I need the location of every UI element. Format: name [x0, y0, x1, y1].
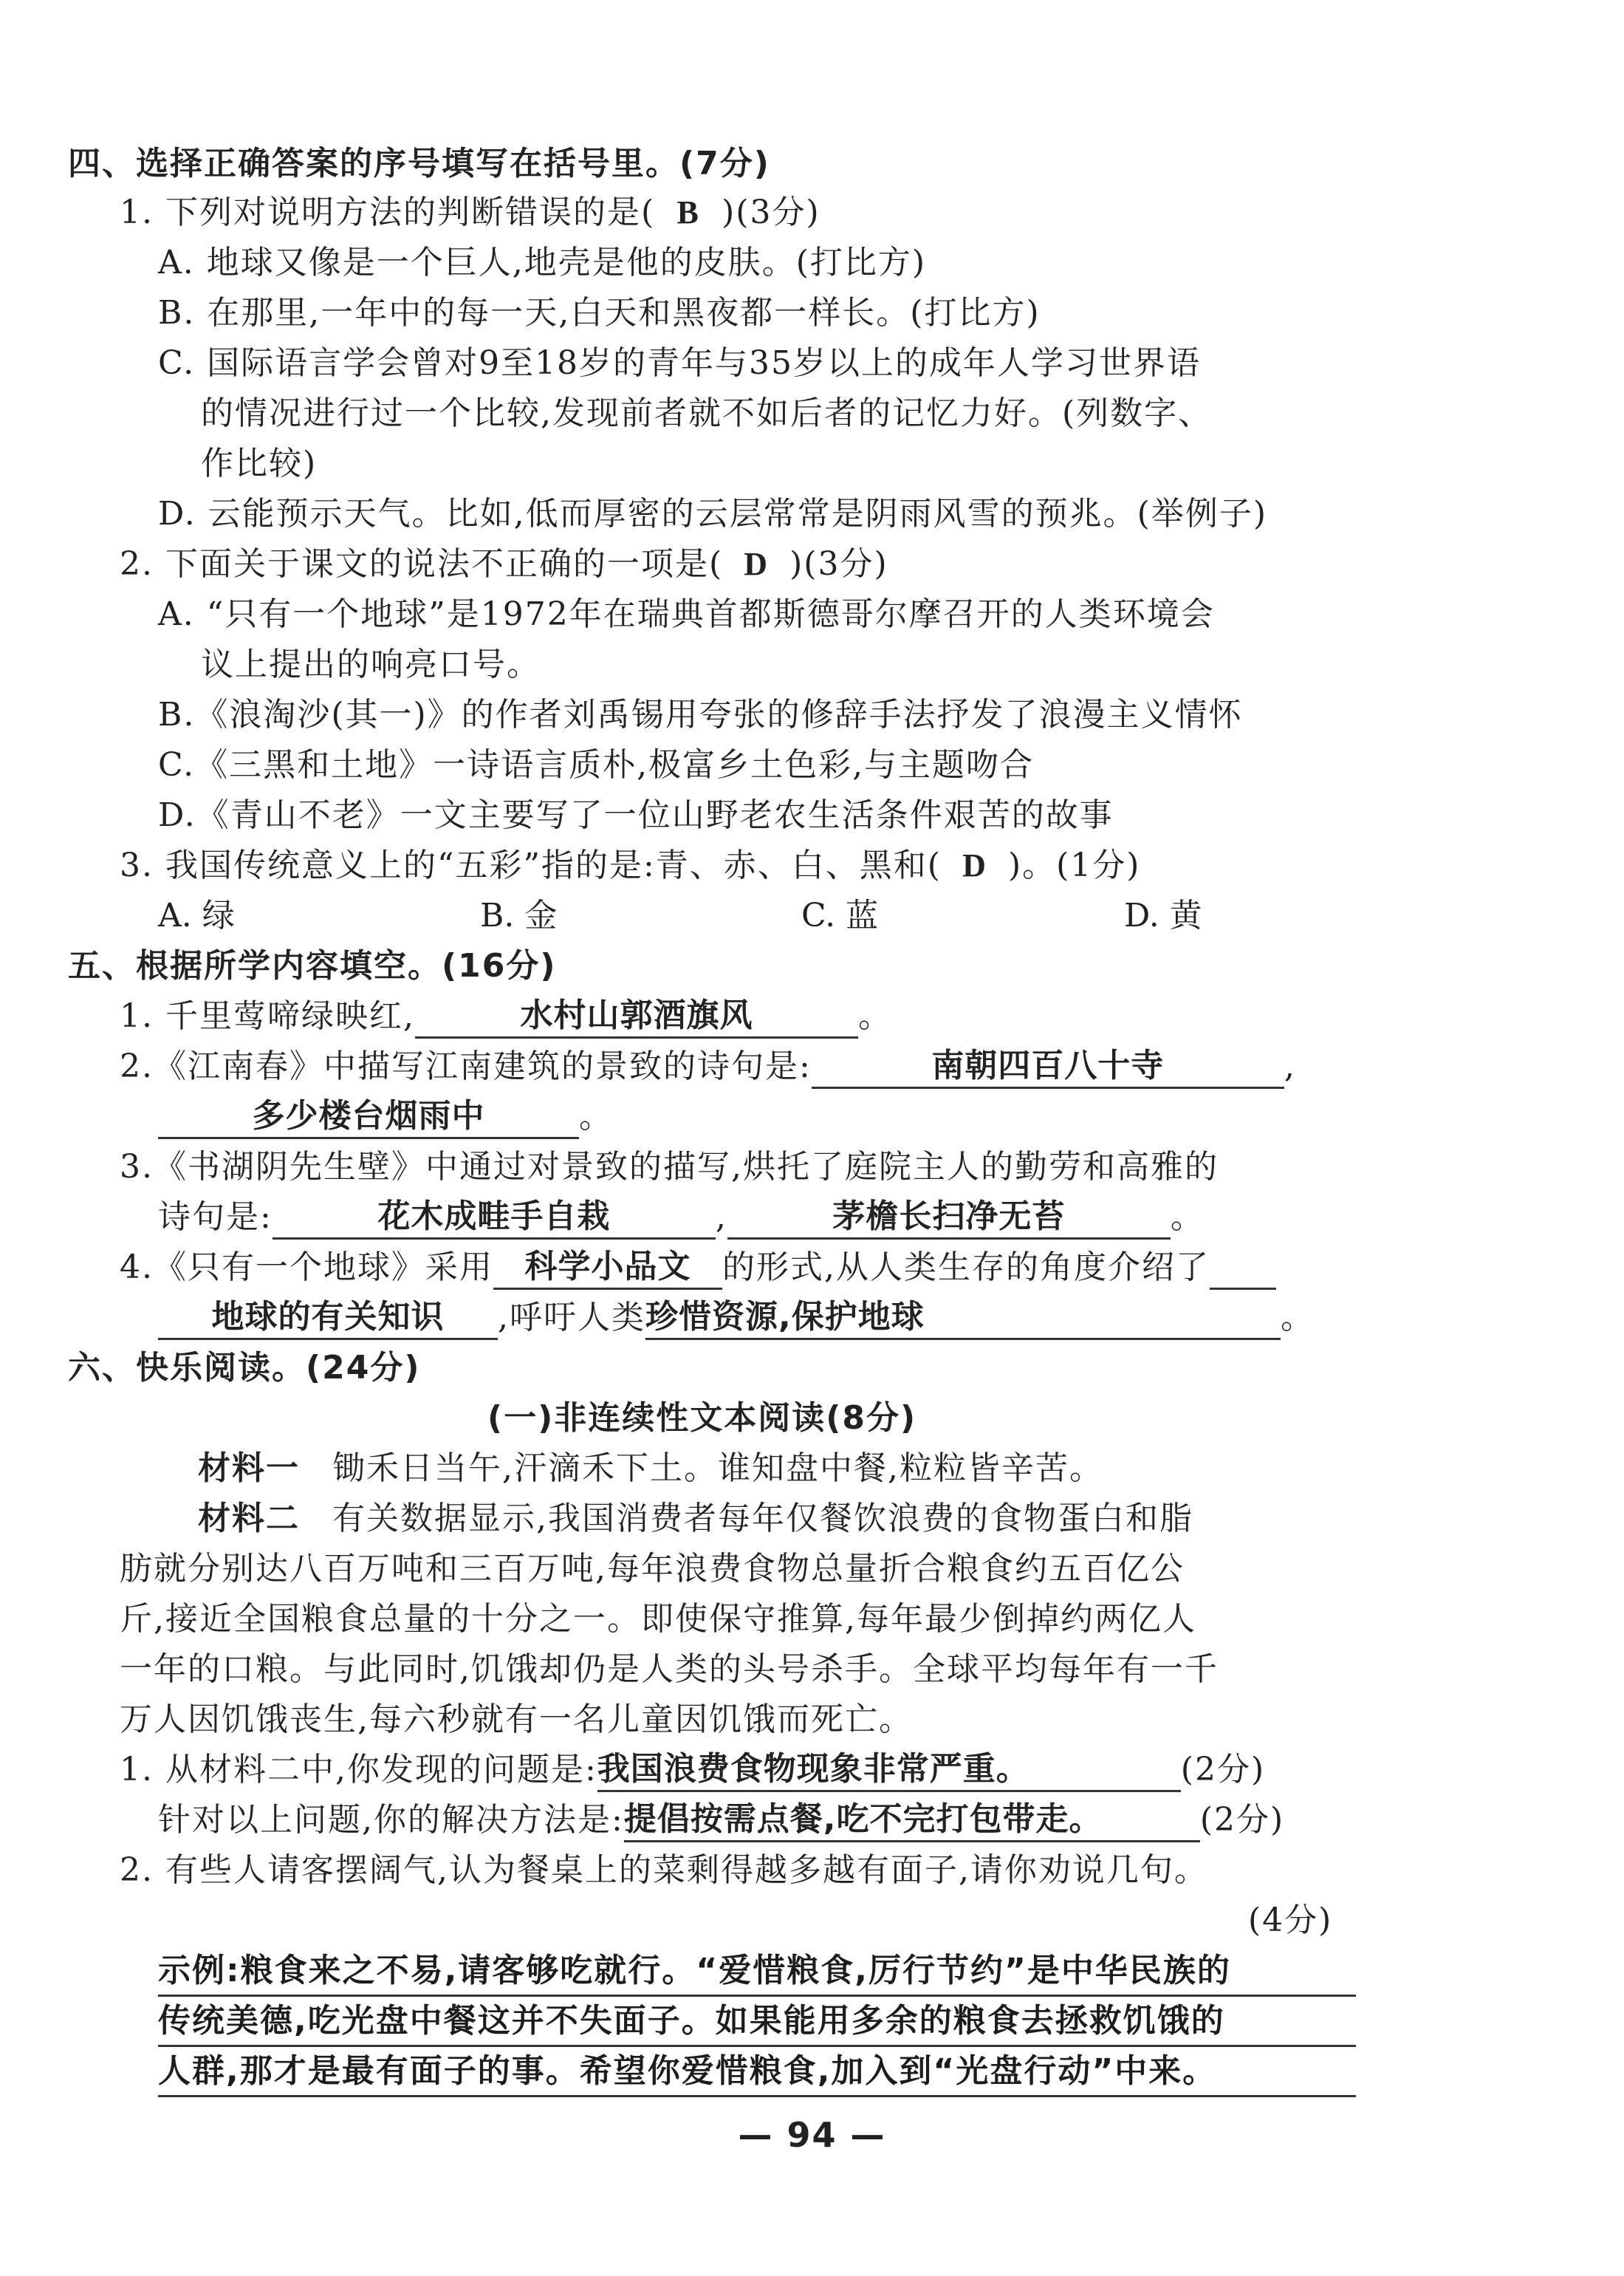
- s6-q1-pre: 1. 从材料二中,你发现的问题是:: [120, 1751, 597, 1788]
- s6-q2-stem: 2. 有些人请客摆阔气,认为餐桌上的菜剩得越多越有面子,请你劝说几句。: [120, 1851, 1208, 1889]
- s6-q1b-pre: 针对以上问题,你的解决方法是:: [158, 1801, 624, 1839]
- s5-q3-answer1: 花木成畦手自栽: [273, 1196, 716, 1240]
- q1-stem: [120, 191, 820, 235]
- s5-q3-post: 。: [1170, 1198, 1205, 1236]
- s6-q1: [120, 1748, 1265, 1792]
- s5-q3-answer2: 茅檐长扫净无苔: [727, 1196, 1171, 1240]
- s5-q4-pre: 4.《只有一个地球》采用: [120, 1248, 493, 1286]
- s5-q4-answer1: 科学小品文: [493, 1246, 722, 1290]
- q2-stem: [120, 542, 888, 587]
- s6-q2-answer-text3: 人群,那才是最有面子的事。希望你爱惜粮食,加入到“光盘行动”中来。: [158, 2049, 1356, 2097]
- q1-option-c-line3: 作比较): [201, 445, 318, 482]
- s5-q4-answer3: 珍惜资源,保护地球: [645, 1296, 1281, 1340]
- q2-stem-post: )(3分): [789, 545, 888, 583]
- s5-q4-line1: [120, 1245, 1276, 1290]
- s5-q3-mid: ,: [715, 1198, 727, 1236]
- s6-q1b-score: (2分): [1199, 1801, 1285, 1839]
- s6-q2-answer-line3: [158, 2049, 1356, 2097]
- s5-q2-post: 。: [579, 1098, 613, 1135]
- s6-q2-answer-text2: 传统美德,吃光盘中餐这并不失面子。如果能用多余的粮食去拯救饥饿的: [158, 1999, 1356, 2047]
- s5-q1: [120, 994, 892, 1039]
- s5-q3-line1: 3.《书湖阴先生壁》中通过对景致的描写,烘托了庭院主人的勤劳和高雅的: [120, 1148, 1219, 1186]
- q3-option-d: D. 黄: [1124, 897, 1202, 934]
- s6-q1b: [158, 1798, 1284, 1842]
- page-number: — 94 —: [738, 2115, 886, 2155]
- material-2-text1: 有关数据显示,我国消费者每年仅餐饮浪费的食物蛋白和脂: [332, 1500, 1193, 1537]
- q2-answer: D: [744, 546, 770, 582]
- s6-q2-answer-line2: [158, 1999, 1356, 2047]
- s6-q1-score: (2分): [1180, 1751, 1266, 1788]
- s6-q1-answer: 我国浪费食物现象非常严重。: [597, 1749, 1181, 1792]
- material-2-line5: 万人因饥饿丧生,每六秒就有一名儿童因饥饿而死亡。: [120, 1701, 913, 1738]
- q1-option-d: D. 云能预示天气。比如,低而厚密的云层常常是阴雨风雪的预兆。(举例子): [158, 495, 1267, 533]
- section6-subheading: (一)非连续性文本阅读(8分): [487, 1399, 917, 1437]
- s5-q1-pre: 1. 千里莺啼绿映红,: [120, 997, 415, 1035]
- s5-q2-answer1: 南朝四百八十寺: [812, 1045, 1284, 1089]
- s5-q2-line2: [158, 1095, 613, 1139]
- q3-option-b: B. 金: [480, 897, 558, 934]
- s5-q3-line2: [158, 1195, 1205, 1240]
- q2-option-a-line2: 议上提出的响亮口号。: [201, 646, 541, 683]
- q2-stem-pre: 2. 下面关于课文的说法不正确的一项是(: [120, 545, 724, 583]
- s5-q4-answer2: 地球的有关知识: [158, 1296, 498, 1340]
- q1-option-b: B. 在那里,一年中的每一天,白天和黑夜都一样长。(打比方): [158, 294, 1041, 332]
- material-2-line1: [198, 1497, 1193, 1541]
- section5-heading: 五、根据所学内容填空。(16分): [68, 947, 557, 985]
- s5-q2-mid: ,: [1284, 1048, 1296, 1085]
- q2-option-c: C.《三黑和土地》一诗语言质朴,极富乡土色彩,与主题吻合: [158, 746, 1035, 784]
- q1-stem-post: )(3分): [722, 194, 820, 231]
- material-1-label: 材料一: [198, 1449, 300, 1487]
- s5-q4-mid: 的形式,从人类生存的角度介绍了: [722, 1248, 1210, 1286]
- s6-q2-score: (4分): [1248, 1901, 1333, 1939]
- material-1: [198, 1446, 1103, 1491]
- s5-q1-answer: 水村山郭酒旗风: [415, 995, 858, 1039]
- q3-option-c: C. 蓝: [801, 897, 879, 934]
- material-1-text: 锄禾日当午,汗滴禾下土。谁知盘中餐,粒粒皆辛苦。: [332, 1449, 1103, 1487]
- s6-q2-answer-line1: [158, 1949, 1356, 1997]
- section4-heading: 四、选择正确答案的序号填写在括号里。(7分): [68, 145, 770, 182]
- s6-q1b-answer: 提倡按需点餐,吃不完打包带走。: [624, 1799, 1200, 1842]
- q3-answer: D: [962, 847, 987, 884]
- s5-q4-post: 。: [1281, 1299, 1315, 1336]
- s5-q2-answer2: 多少楼台烟雨中: [158, 1096, 579, 1139]
- material-2-line2: 肪就分别达八百万吨和三百万吨,每年浪费食物总量折合粮食约五百亿公: [120, 1550, 1185, 1588]
- s6-q2-answer-text1: 示例:粮食来之不易,请客够吃就行。“爱惜粮食,厉行节约”是中华民族的: [158, 1949, 1356, 1997]
- material-2-line4: 一年的口粮。与此同时,饥饿却仍是人类的头号杀手。全球平均每年有一千: [120, 1650, 1219, 1688]
- q1-answer: B: [676, 194, 700, 230]
- s5-q3-pre: 诗句是:: [158, 1198, 273, 1236]
- s5-q4-line2: [158, 1296, 1315, 1340]
- s5-q2: [120, 1045, 1296, 1089]
- q3-stem: [120, 844, 1140, 888]
- q1-option-c-line1: C. 国际语言学会曾对9至18岁的青年与35岁以上的成年人学习世界语: [158, 344, 1202, 382]
- q2-option-a-line1: A. “只有一个地球”是1972年在瑞典首都斯德哥尔摩召开的人类环境会: [158, 595, 1215, 633]
- material-2-label: 材料二: [198, 1500, 300, 1537]
- material-2-line3: 斤,接近全国粮食总量的十分之一。即使保守推算,每年最少倒掉约两亿人: [120, 1600, 1196, 1638]
- q3-option-a: A. 绿: [158, 897, 235, 934]
- q2-option-d: D.《青山不老》一文主要写了一位山野老农生活条件艰苦的故事: [158, 796, 1114, 834]
- s5-q4-mid2: ,呼吁人类: [498, 1299, 645, 1336]
- q3-stem-pre: 3. 我国传统意义上的“五彩”指的是:青、赤、白、黑和(: [120, 847, 942, 884]
- s5-q2-pre: 2.《江南春》中描写江南建筑的景致的诗句是:: [120, 1048, 812, 1085]
- q2-option-b: B.《浪淘沙(其一)》的作者刘禹锡用夸张的修辞手法抒发了浪漫主义情怀: [158, 696, 1243, 734]
- s5-q4-blank-tail: [1210, 1288, 1276, 1290]
- q1-option-c-line2: 的情况进行过一个比较,发现前者就不如后者的记忆力好。(列数字、: [201, 394, 1213, 432]
- q3-stem-post: )。(1分): [1007, 847, 1141, 884]
- q1-stem-pre: 1. 下列对说明方法的判断错误的是(: [120, 194, 656, 231]
- q1-option-a: A. 地球又像是一个巨人,地壳是他的皮肤。(打比方): [158, 244, 927, 281]
- section6-heading: 六、快乐阅读。(24分): [68, 1349, 421, 1387]
- s5-q1-post: 。: [857, 997, 892, 1035]
